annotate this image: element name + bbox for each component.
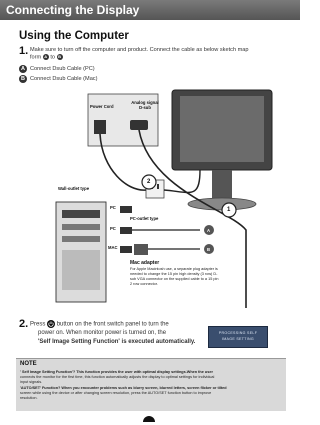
note-line-1: ' Self Image Setting Function'? This function provides the user with optimal display settings.When the user [20,370,213,374]
mac-label: MAC [108,245,118,250]
note-line-5: screen while using the device or after changing screen resolution, press the AUTO/SET function button to improve [20,391,212,395]
step-2-line-3: 'Self Image Setting Function' is executed automatically. [38,339,196,345]
pc-connector-1 [120,206,132,213]
step-1-form-word: form [30,54,42,61]
pc-label-2: PC [110,226,116,231]
step-1-text-line1: Make sure to turn off the computer and product. Connect the cable as below sketch map [30,47,249,53]
power-cord-label: Power Cord [90,104,114,109]
diagram-badge-a: A [207,228,211,233]
mac-connector [120,246,132,253]
analog-signal-label: Analog signal D-sub [131,100,159,110]
page-title: Connecting the Display [6,3,140,17]
option-b-badge: B [19,75,27,83]
step-1-badge-a: A [44,54,48,59]
step-1-number: 1. [19,45,29,57]
step-1-to-word: to [50,54,55,61]
self-image-setting-osd [208,326,268,348]
note-title: NOTE [20,361,37,367]
step-2-line-1-rest: button on the front switch panel to turn the [56,321,169,328]
mac-adapter-line-4: 2 row connector. [130,282,158,286]
mac-adapter-line-2: needed to change the 15 pin high density (3 row) D- [130,272,218,276]
osd-line-2: IMAGE SETTING [221,337,255,341]
callout-1-text: 1 [227,207,231,213]
step-2-line-2: power on. When monitor power is turned on, the [38,330,167,336]
step-2-number: 2. [19,318,29,330]
option-b-text: Connect Dsub Cable (Mac) [30,76,98,82]
step-2-press-word: Press [30,321,46,328]
page-header [0,0,300,20]
pc-outlet-label: PC-outlet type [130,216,159,221]
step-1-text-line2 [30,54,63,61]
pc-connector-2 [120,227,132,234]
note-line-2: connects the monitor for the first time, this function automatically adjusts the display to optimal settings for individual [20,375,215,379]
step-2-line-1 [30,320,169,329]
note-box [16,358,286,411]
diagram-badge-b: B [207,247,211,252]
pc-tower-icon [56,202,106,302]
callout-2-text: 2 [147,179,151,185]
note-line-4: 'AUTO/SET' Function? When you encounter problems such as blurry screen, blurred letters, screen flicker or tilted [20,386,227,390]
dsub-connector-icon [130,120,148,130]
mac-adapter-line-1: For Apple Macintosh use, a separate plug adapter is [130,267,218,271]
note-line-3: input signals. [20,380,43,384]
mac-adapter-line-3: sub VGA connector on the supplied cable to a 15 pin [130,277,219,281]
note-line-6: resolution. [20,396,38,400]
option-a-badge: A [19,65,27,73]
option-a-text: Connect Dsub Cable (PC) [30,66,95,72]
section-title: Using the Computer [19,30,129,42]
page-tab-mark [143,416,155,422]
wall-outlet-label: Wall-outlet type [58,186,90,191]
step-1-badge-b: B [58,54,61,59]
connection-diagram [50,80,288,308]
pc-label-1: PC [110,205,116,210]
mac-adapter-icon [134,244,148,255]
mac-adapter-title: Mac adapter [130,260,160,266]
power-cord-plug-icon [94,120,106,134]
osd-line-1: PROCESSING SELF [218,331,258,335]
power-icon [47,320,55,328]
